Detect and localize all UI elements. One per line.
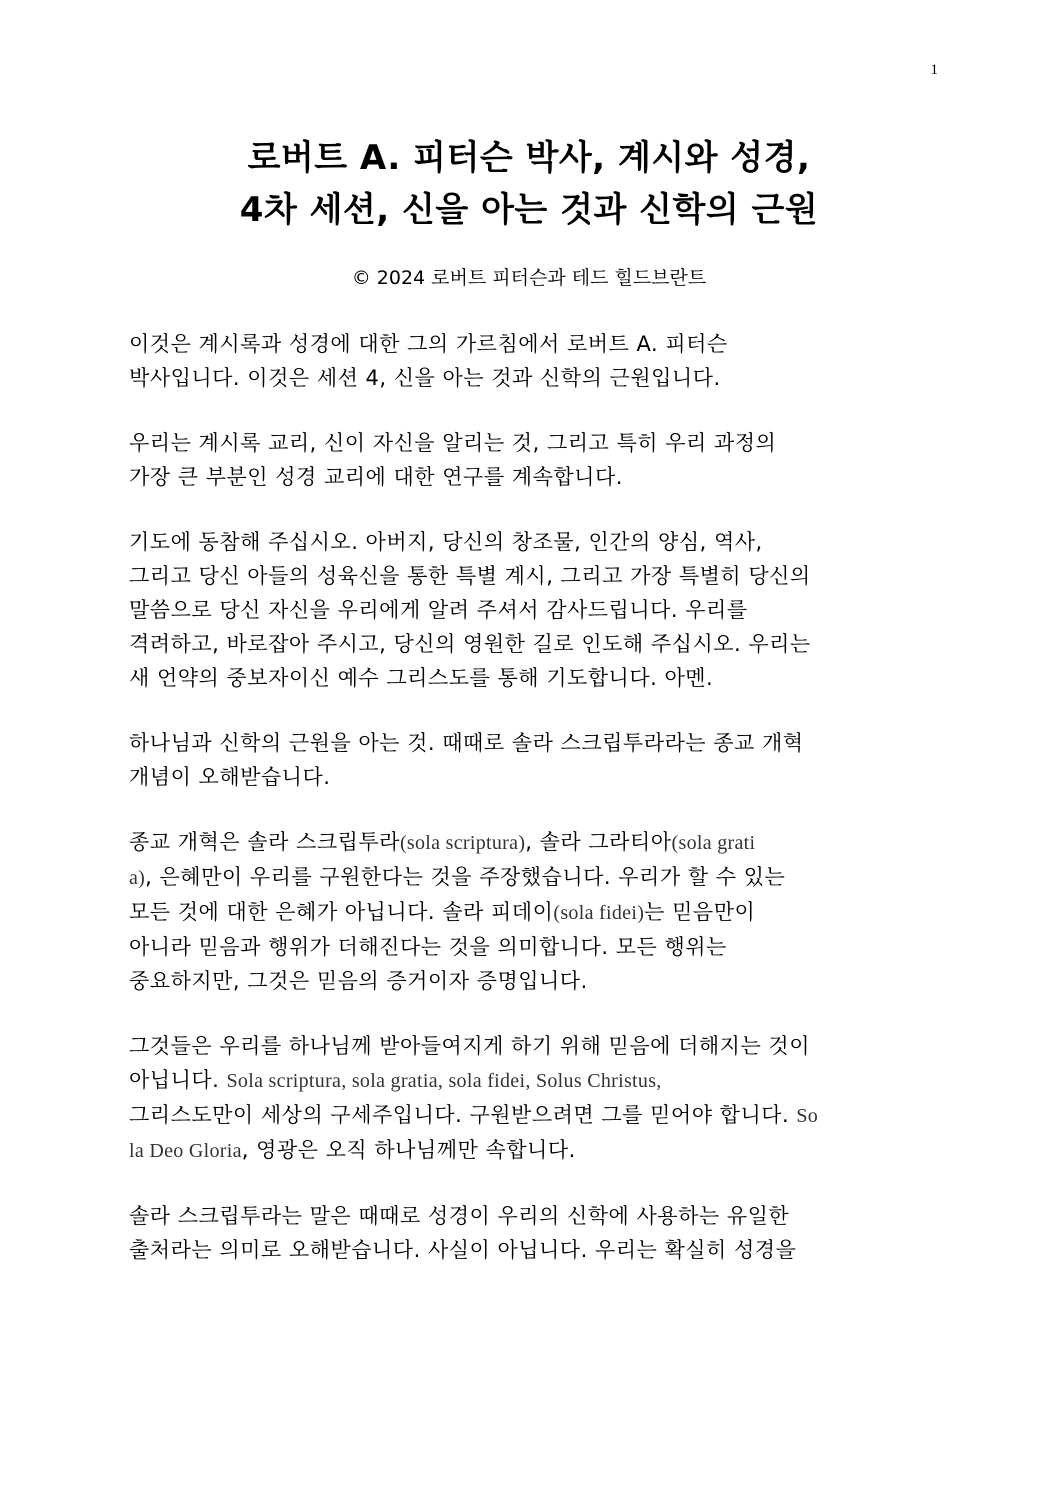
- latin-term: So: [796, 1105, 819, 1127]
- text-line: [129, 1199, 939, 1233]
- text-segment: 이것은 계시록과 성경에 대한 그의 가르침에서 로버트 A. 피터슨: [129, 332, 728, 356]
- text-line: [129, 525, 939, 559]
- latin-term: (sola scriptura): [399, 832, 526, 854]
- title-line-2: 4차 세션, 신을 아는 것과 신학의 근원: [239, 190, 819, 230]
- text-line: [129, 1029, 939, 1063]
- latin-term: (sola fidei): [553, 902, 645, 924]
- text-line: [129, 930, 939, 964]
- text-line: [129, 1233, 939, 1267]
- text-line: [129, 726, 939, 760]
- text-line: [129, 1063, 939, 1098]
- text-line: [129, 559, 939, 593]
- body-paragraph: [129, 525, 939, 695]
- copyright-line: © 2024 로버트 피터슨과 테드 힐드브란트: [351, 267, 707, 289]
- latin-term: la Deo Gloria: [129, 1140, 242, 1162]
- title-line-1: 로버트 A. 피터슨 박사, 계시와 성경,: [247, 138, 811, 178]
- text-segment: 말씀으로 당신 자신을 우리에게 알려 주셔서 감사드립니다. 우리를: [129, 598, 748, 622]
- text-line: [129, 1133, 939, 1168]
- text-line: [129, 593, 939, 627]
- text-segment: 가장 큰 부분인 성경 교리에 대한 연구를 계속합니다.: [129, 465, 623, 489]
- text-line: [129, 825, 939, 860]
- page-number: 1: [930, 62, 938, 78]
- text-segment: 새 언약의 중보자이신 예수 그리스도를 통해 기도합니다. 아멘.: [129, 666, 714, 690]
- body-paragraph: [129, 327, 939, 395]
- latin-term: a): [129, 867, 146, 889]
- text-line: [129, 361, 939, 395]
- body-paragraph: [129, 726, 939, 794]
- text-line: [129, 1098, 939, 1133]
- body-paragraph: [129, 426, 939, 494]
- text-segment: 솔라 스크립투라는 말은 때때로 성경이 우리의 신학에 사용하는 유일한: [129, 1204, 790, 1228]
- text-segment: 중요하지만, 그것은 믿음의 증거이자 증명입니다.: [129, 969, 588, 993]
- text-segment: 개념이 오해받습니다.: [129, 765, 331, 789]
- document-title: [60, 132, 998, 236]
- body-paragraph: [129, 1199, 939, 1267]
- text-segment: 그리고 당신 아들의 성육신을 통한 특별 계시, 그리고 가장 특별히 당신의: [129, 564, 811, 588]
- text-segment: , 영광은 오직 하나님께만 속합니다.: [241, 1138, 576, 1162]
- text-line: [129, 426, 939, 460]
- text-segment: 하나님과 신학의 근원을 아는 것. 때때로 솔라 스크립투라라는 종교 개혁: [129, 731, 804, 755]
- latin-term: Sola scriptura, sola gratia, sola fidei, Solus Christus,: [226, 1070, 662, 1092]
- text-segment: , 은혜만이 우리를 구원한다는 것을 주장했습니다. 우리가 할 수 있는: [145, 865, 786, 889]
- text-line: [129, 327, 939, 361]
- text-segment: 출처라는 의미로 오해받습니다. 사실이 아닙니다. 우리는 확실히 성경을: [129, 1238, 797, 1262]
- text-segment: 아닙니다.: [129, 1068, 227, 1092]
- body-paragraph: [129, 1029, 939, 1168]
- text-segment: 종교 개혁은 솔라 스크립투라: [129, 830, 400, 854]
- latin-term: (sola grati: [671, 832, 756, 854]
- text-segment: 그리스도만이 세상의 구세주입니다. 구원받으려면 그를 믿어야 합니다.: [129, 1103, 797, 1127]
- text-segment: 그것들은 우리를 하나님께 받아들여지게 하기 위해 믿음에 더해지는 것이: [129, 1034, 810, 1058]
- text-segment: , 솔라 그라티아: [525, 830, 672, 854]
- text-line: [129, 895, 939, 930]
- text-line: [129, 760, 939, 794]
- document-body: [129, 327, 939, 1298]
- text-segment: 는 믿음만이: [644, 900, 756, 924]
- text-line: [129, 860, 939, 895]
- text-segment: 기도에 동참해 주십시오. 아버지, 당신의 창조물, 인간의 양심, 역사,: [129, 530, 763, 554]
- text-segment: 박사입니다. 이것은 세션 4, 신을 아는 것과 신학의 근원입니다.: [129, 366, 721, 390]
- text-segment: 격려하고, 바로잡아 주시고, 당신의 영원한 길로 인도해 주십시오. 우리는: [129, 632, 811, 656]
- text-line: [129, 964, 939, 998]
- text-line: [129, 627, 939, 661]
- text-segment: 아니라 믿음과 행위가 더해진다는 것을 의미합니다. 모든 행위는: [129, 935, 727, 959]
- text-line: [129, 460, 939, 494]
- body-paragraph: [129, 825, 939, 998]
- text-segment: 모든 것에 대한 은혜가 아닙니다. 솔라 피데이: [129, 900, 554, 924]
- text-segment: 우리는 계시록 교리, 신이 자신을 알리는 것, 그리고 특히 우리 과정의: [129, 431, 777, 455]
- text-line: [129, 661, 939, 695]
